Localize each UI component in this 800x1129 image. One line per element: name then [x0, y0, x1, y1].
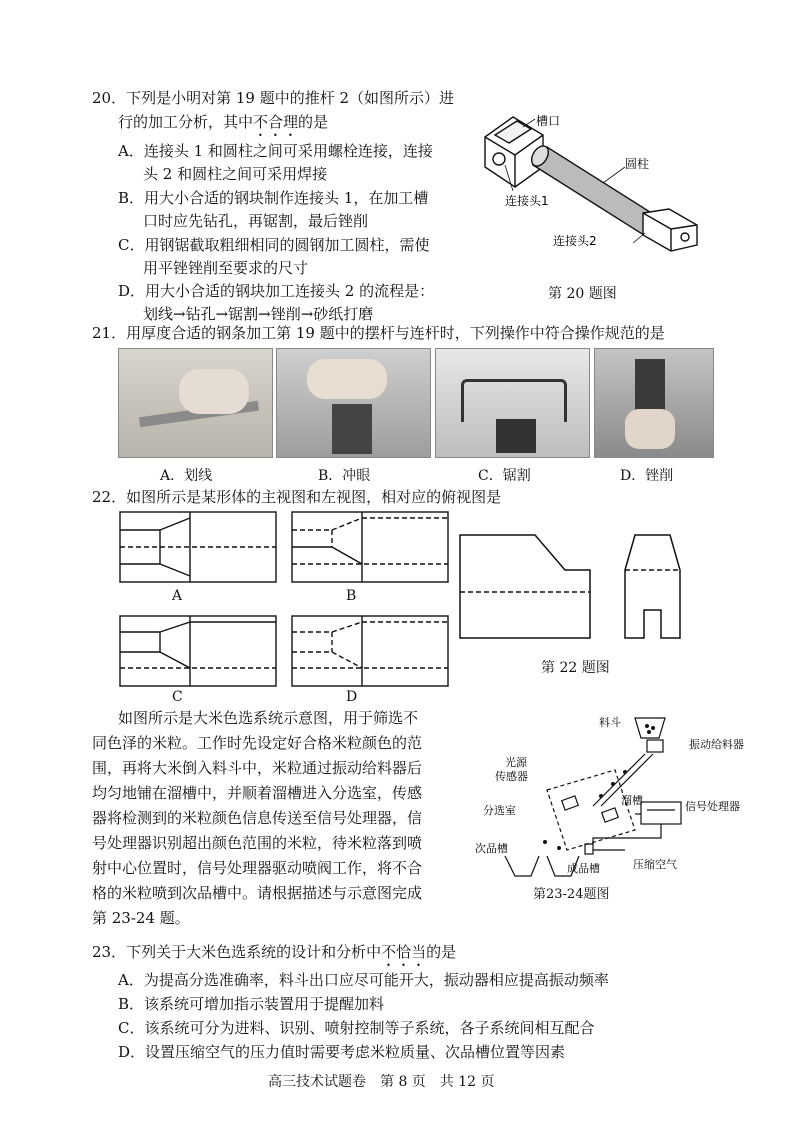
- q20-option-b-line2: 口时应先钻孔，再锯割，最后锉削: [143, 212, 369, 230]
- q20-stem-part: 的是: [298, 113, 329, 131]
- q22-stem: 22．如图所示是某形体的主视图和左视图，相对应的俯视图是: [92, 488, 502, 506]
- q20-option-d-line2: 划线→钻孔→锯割→锉削→砂纸打磨: [143, 305, 374, 323]
- label-chute: 溜槽: [621, 794, 643, 807]
- option-b-view: [292, 512, 448, 582]
- vibrator-shape: [647, 740, 663, 752]
- photo-c-sawing: [435, 348, 590, 458]
- label-cylinder: 圆柱: [625, 157, 650, 171]
- q20-emphasis: 不合理: [253, 113, 299, 131]
- q20-option-d-line1: D．用大小合适的钢块加工连接头 2 的流程是：: [118, 282, 435, 300]
- q23-emphasis: 不恰当: [381, 943, 427, 961]
- passage-line2: 同色泽的米粒。工作时先设定好合格米粒颜色的范: [92, 734, 423, 752]
- label-reject-bin: 次品槽: [475, 842, 508, 855]
- q20-option-a-line1: A．连接头 1 和圆柱之间可采用螺栓连接，连接: [118, 142, 433, 160]
- joint2-shape: [643, 209, 697, 251]
- q22-given-views: [455, 530, 695, 640]
- q23-24-figure-caption: 第23-24题图: [533, 887, 610, 902]
- q20-option-b-line1: B．用大小合适的钢块制作连接头 1，在加工槽: [118, 189, 429, 207]
- passage-line8: 格的米粒喷到次品槽中。请根据描述与示意图完成: [92, 884, 423, 902]
- q21-caption-a: A．划线: [160, 468, 213, 484]
- hopper-shape: [635, 718, 665, 738]
- q20-stem-part: 行的加工分析，其中: [118, 113, 254, 131]
- processor-shape: [641, 802, 681, 824]
- q22-label-d: D: [346, 689, 358, 705]
- label-hopper: 料斗: [599, 716, 621, 729]
- q21-caption-c: C．锯割: [478, 468, 531, 484]
- q22-label-a: A: [172, 588, 183, 604]
- label-sensor: 传感器: [495, 770, 528, 783]
- passage-line7: 射中心位置时，信号处理器驱动喷阀工作，将不合: [92, 859, 423, 877]
- q20-stem-line1: 20．下列是小明对第 19 题中的推杆 2（如图所示）进: [92, 89, 455, 107]
- q20-option-a-line2: 头 2 和圆柱之间可采用焊接: [143, 165, 328, 183]
- q22-label-b: B: [346, 588, 357, 604]
- passage-line1: 如图所示是大米色选系统示意图，用于筛选不: [118, 709, 419, 727]
- passage-line6: 号处理器识别超出颜色范围的米粒，待米粒落到喷: [92, 834, 423, 852]
- q23-stem: [92, 942, 456, 970]
- q23-option-c: C．该系统可分为进料、识别、喷射控制等子系统，各子系统间相互配合: [118, 1019, 595, 1037]
- option-a-view: [120, 512, 276, 582]
- q22-options-figure: [112, 508, 442, 708]
- option-c-view: [120, 616, 276, 686]
- rice-sorter-diagram: [475, 710, 744, 880]
- page-footer: 高三技术试题卷 第 8 页 共 12 页: [268, 1074, 495, 1090]
- option-d-view: [292, 616, 448, 686]
- label-vibrator: 振动给料器: [689, 738, 744, 751]
- label-joint2: 连接头2: [553, 234, 597, 248]
- passage-line4: 均匀地铺在溜槽中，并顺着溜槽进入分选室，传感: [92, 784, 423, 802]
- label-light: 光源: [505, 756, 527, 769]
- photo-d-filing: [594, 348, 714, 458]
- q21-caption-b: B．冲眼: [318, 468, 371, 484]
- passage-line3: 围，再将大米倒入料斗中，米粒通过振动给料器后: [92, 759, 423, 777]
- q20-option-c-line2: 用平锉锉削至要求的尺寸: [143, 259, 309, 277]
- q23-option-d: D．设置压缩空气的压力值时需要考虑米粒质量、次品槽位置等因素: [118, 1043, 566, 1061]
- front-view: [460, 535, 590, 638]
- photo-a-marking: [118, 348, 273, 458]
- label-processor: 信号处理器: [685, 800, 740, 813]
- label-compressed-air: 压缩空气: [633, 858, 677, 871]
- passage-line9: 第 23-24 题。: [92, 909, 190, 927]
- q22-figure-caption: 第 22 题图: [541, 660, 610, 676]
- photo-b-punching: [276, 348, 431, 458]
- q23-option-a: A．为提高分选准确率，料斗出口应尽可能开大，振动器相应提高振动频率: [118, 971, 609, 989]
- q22-label-c: C: [172, 689, 183, 705]
- label-joint1: 连接头1: [505, 194, 549, 208]
- q23-stem-part: 的是: [426, 943, 457, 961]
- label-chamber: 分选室: [483, 804, 516, 817]
- q23-option-b: B．该系统可增加指示装置用于提醒加料: [118, 995, 385, 1013]
- label-slot: 槽口: [536, 114, 561, 128]
- q21-stem: 21．用厚度合适的钢条加工第 19 题中的摆杆与连杆时，下列操作中符合操作规范的是: [92, 324, 665, 342]
- q20-option-c-line1: C．用钢锯截取粗细相同的圆钢加工圆柱，需使: [118, 236, 430, 254]
- left-view: [625, 535, 680, 638]
- passage-line5: 器将检测到的米粒颜色信息传送至信号处理器，信: [92, 809, 423, 827]
- push-rod-figure: [465, 105, 725, 265]
- q20-stem-line2: [118, 112, 328, 140]
- label-good-bin: 成品槽: [567, 862, 600, 875]
- q21-caption-d: D．锉削: [620, 468, 674, 484]
- nozzle-shape: [585, 844, 593, 854]
- q23-stem-part: 23．下列关于大米色选系统的设计和分析中: [92, 943, 382, 961]
- reject-bin-shape: [505, 856, 539, 876]
- q20-figure-caption: 第 20 题图: [548, 286, 617, 302]
